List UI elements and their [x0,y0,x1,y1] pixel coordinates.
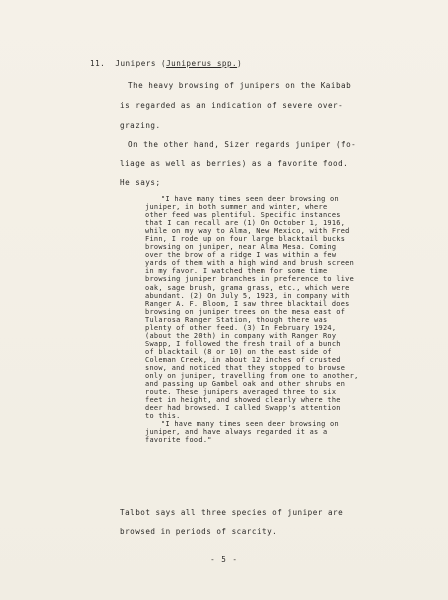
quote-line: that I can recall are (1) On October 1, 1916, [145,219,346,228]
quote-line: Swapp, I followed the fresh trail of a bunch [145,339,341,348]
quote-line: only on juniper, travelling from one to another, [145,372,359,381]
section-number: 11. [90,59,106,68]
section-common-name: Junipers [115,59,156,68]
quote-line: other feed was plentiful. Specific instances [145,211,341,220]
paragraph-2-line: He says; [120,178,161,187]
paragraph-1-line: is regarded as an indication of severe over- [120,101,344,110]
quote-line: deer had browsed. I called Swapp's attention [145,404,341,413]
block-quote-1 [145,195,405,444]
quote-line: oak, sage brush, grama grass, etc., which were [145,283,350,292]
paren-open: ( [161,59,167,68]
quote-line: yards of them with a high wind and brush screen [145,259,355,268]
paragraph-1-line: grazing. [120,121,161,130]
quote-line: browsing on juniper trees on the mesa east of [145,307,346,316]
quote-line: Ranger A. F. Bloom, I saw three blacktail does [145,299,350,308]
quote-line: over the brow of a ridge I was within a few [145,251,337,260]
quote-line: browsing on juniper, near Alma Mesa. Coming [145,243,337,252]
quote-line: Coleman Creek, in about 12 inches of crusted [145,355,341,364]
paragraph-2-line: liage as well as berries) as a favorite food. [120,159,349,168]
quote-line: while on my way to Alma, New Mexico, with Fred [145,227,350,236]
quote-line: "I have many times seen deer browsing on [161,420,339,429]
quote-line: plenty of other feed. (3) In February 1924, [145,323,337,332]
quote-line: of blacktail (8 or 10) on the east side of [145,347,332,356]
quote-line: "I have many times seen deer browsing on [161,195,339,203]
quote-line: snow, and noticed that they stopped to browse [145,363,346,372]
quote-line: route. These junipers averaged three to six [145,388,337,397]
quote-line: browsing juniper branches in preference to live [145,275,355,284]
section-heading [90,59,242,68]
quote-line: juniper, in both summer and winter, where [145,203,328,212]
paragraph-3-line: Talbot says all three species of juniper are [120,508,344,517]
paragraph-3-line: browsed in periods of scarcity. [120,527,278,536]
quote-line: to this. [145,412,181,421]
quote-line: in my favor. I watched them for some time [145,267,328,276]
paragraph-2-line: On the other hand, Sizer regards juniper (fo- [128,140,357,149]
quote-line: Finn, I rode up on four large blacktail bucks [145,235,346,244]
quote-line: juniper, and have always regarded it as a [145,428,328,437]
quote-line: favorite food." [145,436,212,445]
paragraph-1-line: The heavy browsing of junipers on the Kaibab [128,81,352,90]
quote-line: Tularosa Ranger Station, though there was [145,315,328,324]
quote-line: (about the 20th) in company with Ranger Roy [145,331,337,340]
page-number: - 5 - [210,555,238,564]
quote-line: feet in height, and showed clearly where the [145,396,341,405]
quote-line: and passing up Gambel oak and other shrubs en [145,380,346,389]
quote-line: abundant. (2) On July 5, 1923, in company with [145,291,350,300]
section-scientific-name: Juniperus spp. [166,59,238,68]
paren-close: ) [237,59,243,68]
